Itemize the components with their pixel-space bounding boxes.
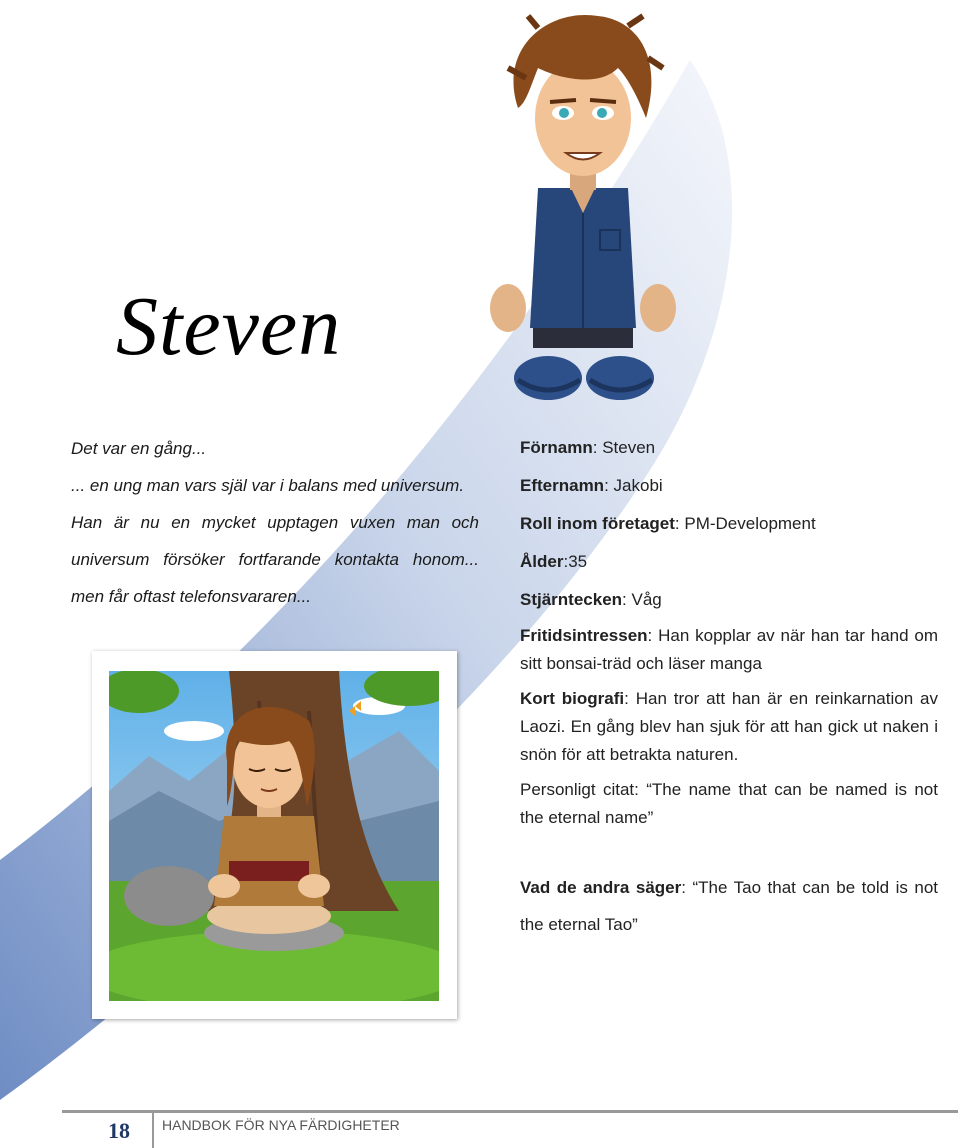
profile-hobbies: Fritidsintressen: Han kopplar av när han tar hand om sitt bonsai-träd och läser manga [520,626,938,673]
profile-quote: Personligt citat: “The name that can be named is not the eternal name” [520,780,938,827]
profile-others-say: Vad de andra säger: “The Tao that can be told is not the eternal Tao” [520,878,938,934]
story-line-3: Han är nu en mycket upptagen vuxen man och universum försöker fortfarande kontakta honom... men får oftast telefonsvararen... [71,513,479,606]
footer-separator [152,1110,154,1148]
profile-bio: Kort biografi: Han tror att han är en reinkarnation av Laozi. En gång blev han sjuk för att han gick ut naken i snön för att betrakta naturen. [520,689,938,764]
profile-lastname: Efternamn: Jakobi [520,476,663,495]
footer-rule [62,1110,958,1113]
story-text [71,430,479,615]
meditation-photo-frame [92,651,457,1019]
profile-age: Ålder:35 [520,552,588,571]
profile-star-sign: Stjärntecken: Våg [520,590,662,609]
steven-character-illustration [478,8,698,413]
profile-role: Roll inom företaget: PM-Development [520,514,816,533]
page-title: Steven [116,280,342,373]
story-line-2: ... en ung man vars själ var i balans med universum. [71,476,465,495]
story-line-1: Det var en gång... [71,439,207,458]
running-header: HANDBOK FÖR NYA FÄRDIGHETER [162,1117,400,1133]
profile-firstname: Förnamn: Steven [520,438,656,457]
page-number: 18 [108,1118,130,1143]
profile-facts [520,429,938,943]
meditation-illustration [109,671,439,1001]
